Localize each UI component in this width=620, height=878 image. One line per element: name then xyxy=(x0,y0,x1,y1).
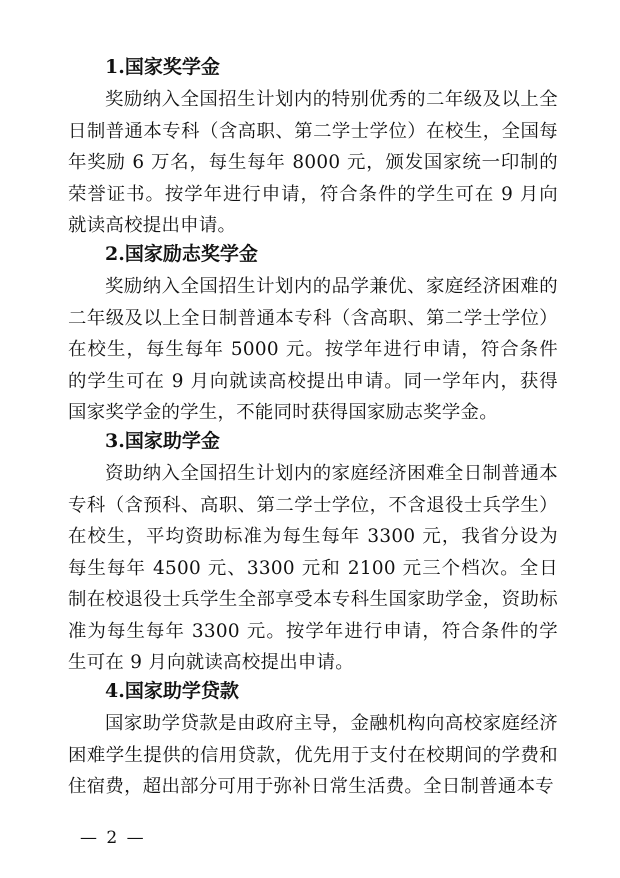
section-heading: 4.国家助学贷款 xyxy=(105,680,239,702)
section-paragraph: 资助纳入全国招生计划内的家庭经济困难全日制普通本专科（含预科、高职、第二学士学位，不含退役士兵学生）在校生，平均资助标准为每生每年 3300 元，我省分设为每生每年 4500 元、3300 元和 2100 元三个档次。全日制在校退役士兵学生全部享受本专科生国家助学金，资助标准为每生每年 3300 元。按学年进行申请，符合条件的学生可在 9 月向就读高校提出申请。 xyxy=(68,463,558,673)
section-heading: 3.国家助学金 xyxy=(105,430,220,452)
section-paragraph: 国家助学贷款是由政府主导，金融机构向高校家庭经济困难学生提供的信用贷款，优先用于支付在校期间的学费和住宿费，超出部分可用于弥补日常生活费。全日制普通本专 xyxy=(68,713,558,797)
section-national-student-loan xyxy=(68,674,558,803)
section-paragraph: 奖励纳入全国招生计划内的特别优秀的二年级及以上全日制普通本专科（含高职、第二学士学位）在校生，全国每年奖励 6 万名，每生每年 8000 元，颁发国家统一印制的荣誉证书。按学年进行申请，符合条件的学生可在 9 月向就读高校提出申请。 xyxy=(68,89,558,236)
section-national-grant xyxy=(68,424,558,679)
section-paragraph: 奖励纳入全国招生计划内的品学兼优、家庭经济困难的二年级及以上全日制普通本专科（含高职、第二学士学位）在校生，每生每年 5000 元。按学年进行申请，符合条件的学生可在 9 月向就读高校提出申请。同一学年内，获得国家奖学金的学生，不能同时获得国家励志奖学金。 xyxy=(68,276,558,423)
section-national-scholarship xyxy=(68,50,558,242)
section-national-encouragement-scholarship xyxy=(68,237,558,429)
section-heading: 1.国家奖学金 xyxy=(105,56,220,78)
section-heading: 2.国家励志奖学金 xyxy=(105,243,258,265)
page-number: — 2 — xyxy=(80,828,146,848)
